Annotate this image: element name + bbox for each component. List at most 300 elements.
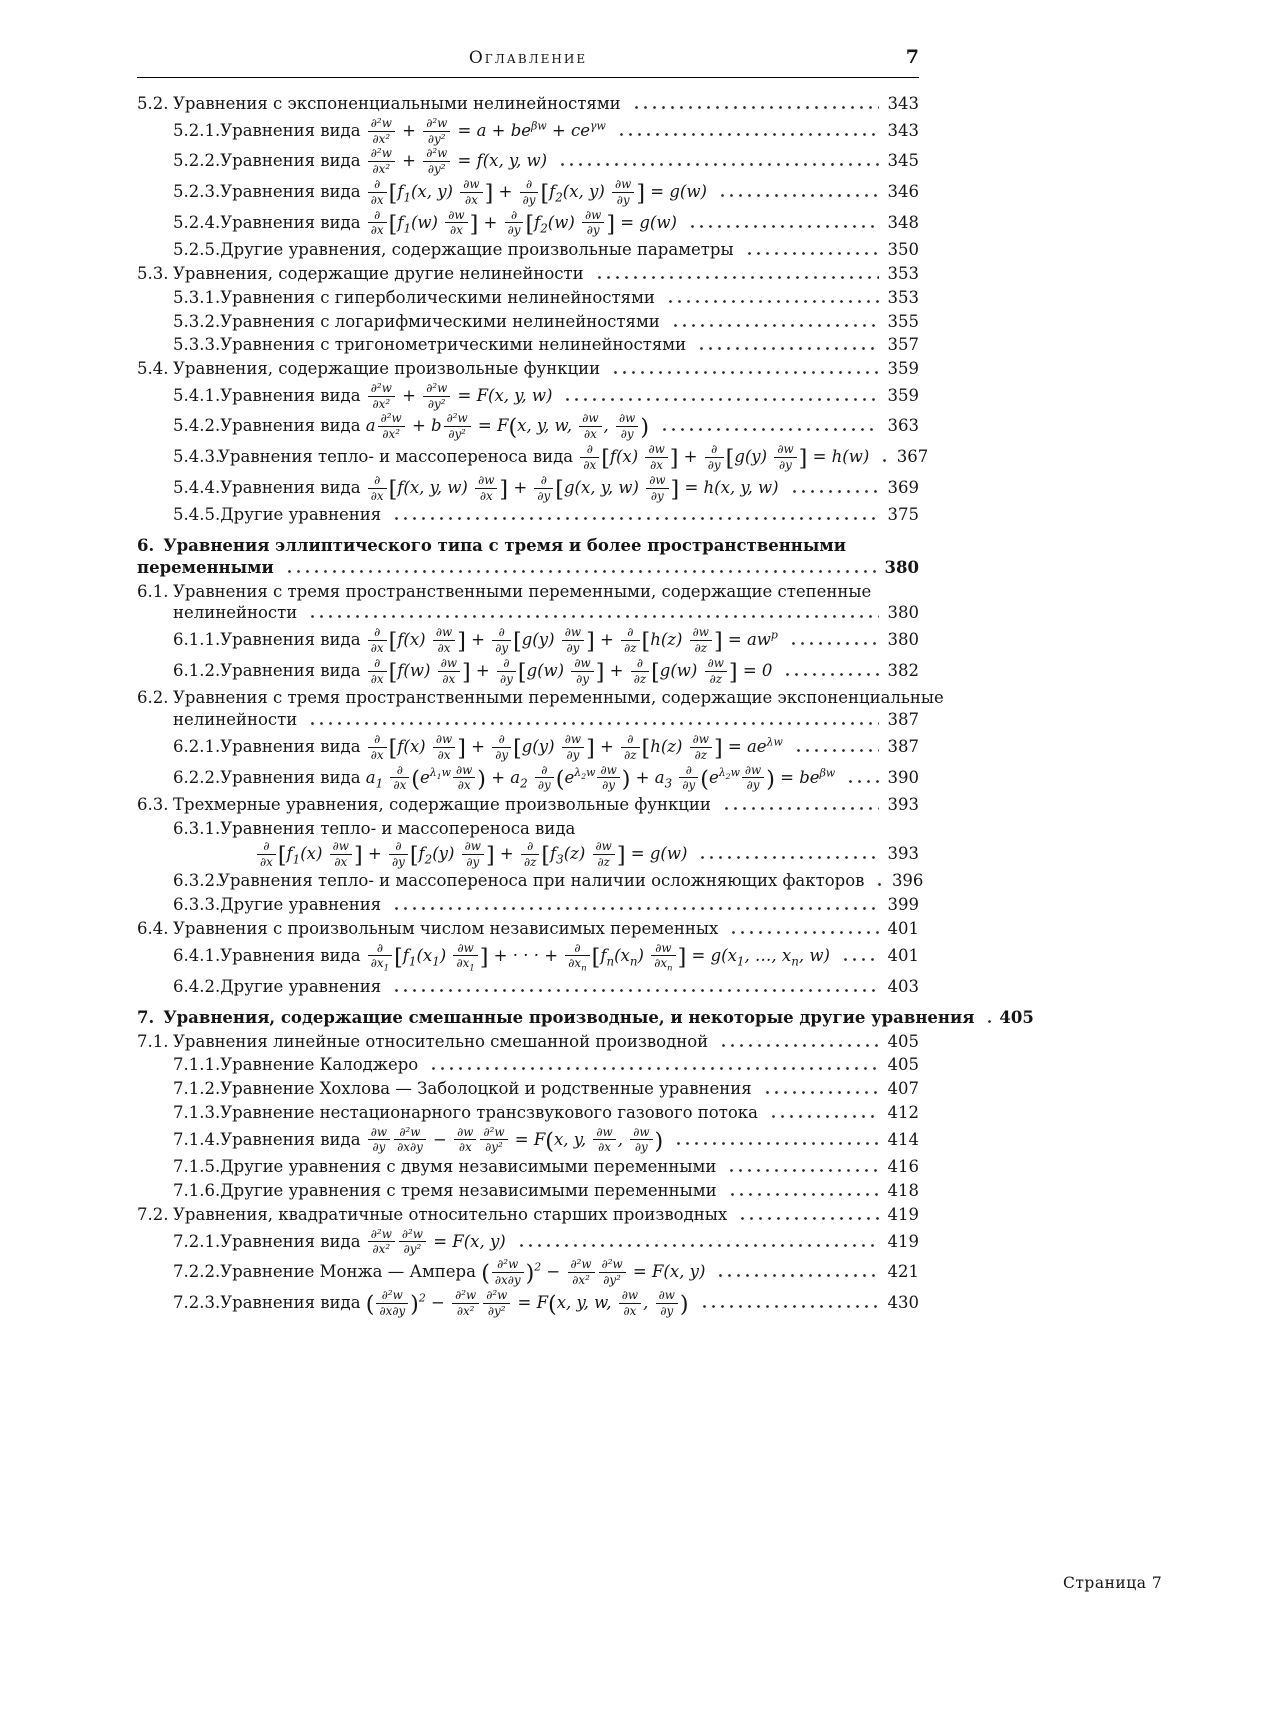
- entry-page-number: 419: [887, 1204, 919, 1224]
- toc-entry: [137, 894, 919, 916]
- formula-fraction: $\frac{\partial}{\partial x_1}$: [368, 942, 392, 974]
- entry-title: [220, 178, 707, 207]
- entry-title: [220, 1228, 505, 1257]
- entry-page-number: 393: [887, 795, 919, 815]
- formula-fraction: $\frac{\text{∂²w}}{\partial x\partial y}$: [492, 1258, 524, 1287]
- entry-text: λ2w: [574, 766, 596, 782]
- entry-text: ]: [484, 180, 494, 207]
- entry-page-number: 387: [887, 736, 919, 756]
- formula-fraction: $\frac{\partial}{\partial z}$: [621, 733, 639, 762]
- entry-text: + · · · +: [488, 945, 564, 965]
- toc-entry: [137, 1031, 919, 1053]
- formula-fraction: $\frac{\partial w}{\partial y}$: [368, 1126, 390, 1155]
- entry-text: [: [388, 659, 398, 686]
- entry-page-number: 421: [887, 1262, 919, 1282]
- entry-page-number: 380: [887, 630, 919, 650]
- entry-page-number: 403: [887, 977, 919, 997]
- toc-entry: [137, 239, 919, 261]
- formula-fraction: $\frac{\partial}{\partial x}$: [390, 764, 409, 793]
- formula-fraction: $\frac{\partial w}{\partial x_n}$: [651, 942, 675, 974]
- entry-text: Уравнения с тригонометрическими нелинейностями: [220, 335, 687, 355]
- entry-text: [: [641, 628, 651, 655]
- dot-leader: [717, 1044, 879, 1047]
- entry-number: 5.4.4.: [173, 477, 221, 497]
- entry-page-number: 390: [887, 767, 919, 787]
- page-footer-label: Страница 7: [1063, 1574, 1163, 1592]
- entry-text: +: [604, 660, 629, 680]
- entry-title: [220, 1078, 751, 1100]
- dot-leader: [696, 856, 879, 859]
- entry-text: f(x): [397, 630, 431, 650]
- entry-text: [: [388, 476, 398, 502]
- formula-fraction: $\frac{\partial w}{\partial x}$: [433, 733, 455, 762]
- dot-leader: [515, 1244, 879, 1247]
- entry-text: −: [427, 1129, 453, 1149]
- toc-entry: [137, 358, 919, 380]
- formula-fraction: $\frac{\partial w}{\partial y}$: [612, 178, 634, 207]
- entry-title: [220, 382, 552, 411]
- entry-text: [: [517, 659, 527, 686]
- toc-entry: [137, 1156, 919, 1178]
- formula-fraction: $\frac{\partial}{\partial x}$: [257, 840, 276, 869]
- entry-text: ]: [728, 659, 738, 686]
- formula-fraction: $\frac{\partial w}{\partial y}$: [582, 209, 604, 238]
- entry-number: 7.: [137, 1007, 155, 1027]
- dot-leader: [720, 807, 879, 810]
- entry-text: = F(x, y): [627, 1262, 706, 1282]
- toc-entry: [137, 442, 929, 472]
- formula-fraction: $\frac{\partial}{\partial y}$: [389, 840, 408, 869]
- entry-text: λ2w: [718, 766, 740, 782]
- entry-page-number: 405: [999, 1007, 1034, 1027]
- entry-text: Уравнения тепло- и массопереноса при наличии осложняющих факторов: [218, 871, 865, 891]
- entry-text: $f_2(y)$: [418, 843, 460, 866]
- formula-fraction: $\frac{\partial w}{\partial y}$: [462, 840, 484, 869]
- entry-text: g(y): [734, 447, 773, 467]
- entry-number: 7.1.4.: [173, 1129, 221, 1149]
- entry-text: Уравнения вида: [220, 1231, 366, 1251]
- toc-entry-line: [137, 239, 919, 261]
- entry-page-number: 348: [887, 212, 919, 232]
- toc-entry-line: [137, 358, 919, 380]
- entry-text: +: [396, 385, 422, 405]
- entry-text: ]: [499, 476, 509, 502]
- entry-number: 6.: [137, 536, 155, 556]
- toc-entry: [137, 1258, 919, 1287]
- entry-text: ]: [713, 735, 723, 762]
- dot-leader: [658, 428, 879, 431]
- entry-text: = aw: [722, 630, 771, 650]
- entry-text: [: [555, 476, 564, 502]
- entry-text: Уравнения, содержащие другие нелинейности: [173, 264, 584, 284]
- entry-title: [137, 557, 274, 579]
- entry-number: 7.1.: [137, 1031, 169, 1051]
- entry-text: Уравнения вида: [220, 385, 366, 405]
- entry-text: Уравнения тепло- и массопереноса вида: [220, 818, 576, 838]
- formula-fraction: $\frac{\partial w}{\partial y}$: [646, 474, 668, 503]
- entry-text: [: [725, 445, 735, 472]
- entry-page-number: 367: [896, 447, 929, 467]
- toc-entry: [137, 474, 919, 503]
- entry-text: +: [478, 212, 503, 232]
- entry-text: e: [564, 767, 575, 787]
- entry-text: ): [679, 1291, 689, 1318]
- entry-text: ]: [606, 210, 616, 237]
- formula-fraction: $\frac{\partial}{\partial x}$: [580, 443, 599, 472]
- entry-page-number: 359: [887, 359, 919, 379]
- entry-text: Уравнения вида: [220, 477, 366, 497]
- entry-page-number: 343: [887, 120, 919, 140]
- toc-entry-line: [137, 1102, 919, 1124]
- toc-entry: [137, 581, 919, 625]
- formula-fraction: $\frac{\text{∂²w}}{\text{∂y²}}$: [483, 1289, 510, 1318]
- entry-page-number: 396: [891, 871, 924, 891]
- formula-fraction: $\frac{\text{∂²w}}{\text{∂x²}}$: [368, 147, 395, 176]
- entry-number: 6.3.1.: [173, 818, 221, 838]
- entry-page-number: 401: [887, 945, 919, 965]
- entry-text: ]: [462, 659, 471, 686]
- entry-title: [220, 1156, 716, 1178]
- entry-title: [220, 147, 547, 176]
- toc-entry: [137, 209, 919, 238]
- toc-entry-line: [137, 794, 919, 816]
- entry-text: +: [508, 477, 533, 497]
- entry-text: [: [388, 210, 398, 237]
- entry-text: Уравнения вида: [220, 945, 366, 965]
- entry-page-number: 405: [887, 1055, 919, 1075]
- entry-title: [218, 443, 869, 472]
- toc-list: [137, 93, 1034, 1318]
- formula-fraction: $\frac{\text{∂²w}}{\text{∂x²}}$: [378, 412, 405, 441]
- entry-title: [220, 657, 772, 686]
- entry-number: 6.4.1.: [173, 945, 221, 965]
- entry-title: [220, 764, 835, 793]
- entry-text: Уравнение Хохлова — Заболоцкой и родственные уравнения: [220, 1079, 752, 1099]
- entry-text: ]: [457, 735, 466, 762]
- entry-text: +: [678, 447, 703, 467]
- formula-fraction: $\frac{\partial}{\partial x}$: [368, 657, 387, 686]
- entry-number: 7.2.3.: [173, 1292, 221, 1312]
- entry-text: Уравнения с тремя пространственными переменными, содержащие экспоненциальные: [173, 688, 944, 708]
- entry-text: [: [388, 628, 398, 655]
- dot-leader: [727, 931, 879, 934]
- entry-text: +: [493, 181, 518, 201]
- entry-text: ]: [457, 628, 466, 655]
- entry-number: 6.2.1.: [173, 736, 221, 756]
- entry-text: = f(x, y, w): [452, 151, 548, 171]
- entry-text: (: [555, 765, 565, 792]
- dot-leader: [983, 1020, 993, 1023]
- entry-title: [220, 412, 649, 441]
- toc-entry-line: [137, 894, 919, 916]
- formula-fraction: $\frac{\partial w}{\partial y}$: [562, 733, 584, 762]
- entry-text: = F(x, y): [427, 1231, 506, 1251]
- entry-text: e: [419, 767, 430, 787]
- toc-entry-line: [137, 1054, 919, 1076]
- dot-leader: [873, 883, 883, 886]
- entry-text: ]: [485, 842, 495, 869]
- formula-fraction: $\frac{\partial}{\partial y}$: [679, 764, 698, 793]
- toc-entry: [137, 764, 919, 793]
- entry-title: [173, 794, 711, 816]
- entry-text: = g(w): [615, 212, 677, 232]
- entry-page-number: 353: [887, 287, 919, 307]
- entry-text: ]: [798, 445, 808, 472]
- entry-page-number: 430: [887, 1292, 919, 1312]
- entry-text: g(x, y, w): [563, 477, 645, 497]
- dot-leader: [695, 347, 879, 350]
- entry-title: [220, 733, 783, 762]
- entry-text: g(y): [521, 630, 560, 650]
- formula-fraction: $\frac{\partial w}{\partial x}$: [579, 412, 601, 441]
- dot-leader: [726, 1193, 879, 1196]
- toc-entry: [137, 535, 919, 579]
- dot-leader: [787, 642, 879, 645]
- formula-fraction: $\frac{\partial w}{\partial x}$: [454, 1126, 476, 1155]
- entry-title: [173, 1031, 708, 1053]
- dot-leader: [767, 1115, 879, 1118]
- toc-entry-line: [137, 117, 919, 146]
- formula-fraction: $\frac{\partial w}{\partial z}$: [705, 657, 727, 686]
- dot-leader: [788, 490, 879, 493]
- entry-page-number: 359: [887, 385, 919, 405]
- formula-fraction: $\frac{\partial}{\partial z}$: [621, 626, 639, 655]
- toc-entry-line: [137, 687, 944, 709]
- entry-text: f(x): [397, 736, 431, 756]
- toc-entry-line: [137, 287, 919, 309]
- entry-text: g(w): [659, 660, 703, 680]
- formula-fraction: $\frac{\partial w}{\partial x}$: [593, 1126, 615, 1155]
- formula-fraction: $\frac{\partial w}{\partial y}$: [774, 443, 796, 472]
- entry-page-number: 355: [887, 311, 919, 331]
- formula-fraction: $\frac{\text{∂²w}}{\text{∂y²}}$: [480, 1126, 507, 1155]
- formula-fraction: $\frac{\partial}{\partial y}$: [492, 626, 511, 655]
- formula-fraction: $\frac{\partial}{\partial y}$: [492, 733, 511, 762]
- entry-text: ): [640, 414, 650, 441]
- toc-entry: [137, 1007, 1034, 1029]
- entry-text: (: [508, 414, 518, 441]
- formula-fraction: $\frac{\partial}{\partial x}$: [368, 626, 387, 655]
- entry-text: h(z): [650, 736, 688, 756]
- entry-title: [220, 209, 677, 238]
- entry-title: [173, 581, 871, 603]
- entry-text: 2: [418, 1291, 426, 1305]
- formula-fraction: $\frac{\partial w}{\partial y}$: [597, 764, 619, 793]
- formula-fraction: $\frac{\partial}{\partial x}$: [368, 209, 387, 238]
- entry-text: ]: [677, 943, 687, 970]
- entry-page-number: 419: [887, 1231, 919, 1251]
- entry-text: Другие уравнения: [220, 895, 382, 915]
- toc-entry-line: [137, 382, 919, 411]
- dot-leader: [669, 324, 879, 327]
- entry-text: = F: [472, 416, 509, 436]
- entry-text: ]: [479, 943, 489, 970]
- toc-entry-line: [137, 976, 919, 998]
- entry-text: +: [470, 660, 496, 680]
- entry-text: [: [513, 735, 522, 762]
- toc-entry: [137, 794, 919, 816]
- entry-page-number: 393: [887, 843, 919, 863]
- entry-text: a: [365, 416, 376, 436]
- formula-fraction: $\frac{\text{∂²w}}{\text{∂x²}}$: [368, 117, 395, 146]
- dot-leader: [390, 989, 879, 992]
- entry-text: Уравнения с экспоненциальными нелинейностями: [173, 94, 621, 113]
- entry-title: [220, 1289, 688, 1318]
- toc-entry-line: [137, 818, 919, 840]
- dot-leader: [306, 615, 879, 618]
- entry-text: Уравнения вида: [220, 1292, 366, 1312]
- dot-leader: [792, 749, 879, 752]
- formula-fraction: $\frac{\text{∂²w}}{\text{∂y²}}$: [444, 412, 471, 441]
- entry-text: = F: [512, 1292, 549, 1312]
- entry-text: Уравнение Монжа — Ампера: [220, 1262, 482, 1282]
- entry-text: Уравнения, содержащие смешанные производные, и некоторые другие уравнения: [163, 1007, 975, 1027]
- entry-text: ,: [643, 1292, 654, 1312]
- entry-text: (: [545, 1127, 554, 1154]
- entry-title: [173, 709, 297, 731]
- entry-number: 7.1.1.: [173, 1055, 221, 1075]
- entry-title: [220, 311, 660, 333]
- entry-text: = h(x, y, w): [679, 477, 779, 497]
- entry-title: [173, 602, 297, 624]
- entry-text: = 0: [737, 660, 773, 680]
- entry-text: Трехмерные уравнения, содержащие произвольные функции: [173, 795, 711, 815]
- entry-title: [220, 942, 830, 974]
- entry-text: g(y): [521, 736, 560, 756]
- entry-text: g(w): [526, 660, 570, 680]
- dot-leader: [390, 907, 879, 910]
- entry-text: Уравнение нестационарного трансзвукового газового потока: [220, 1102, 758, 1122]
- entry-text: Другие уравнения с двумя независимыми переменными: [220, 1157, 717, 1177]
- entry-title: [220, 818, 575, 840]
- toc-entry: [137, 412, 919, 441]
- entry-number: 6.1.1.: [173, 630, 221, 650]
- entry-text: (: [700, 765, 709, 792]
- formula-fraction: $\frac{\partial}{\partial y}$: [535, 764, 554, 793]
- dot-leader: [664, 300, 879, 303]
- formula-fraction: $\frac{\partial w}{\partial x}$: [460, 178, 482, 207]
- entry-page-number: 416: [887, 1157, 919, 1177]
- entry-text: [: [513, 628, 522, 655]
- entry-text: Уравнения вида: [220, 630, 366, 650]
- entry-number: 7.2.1.: [173, 1231, 221, 1251]
- toc-entry: [137, 1204, 919, 1226]
- toc-entry: [137, 334, 919, 356]
- entry-page-number: 405: [887, 1031, 919, 1051]
- entry-text: $f_1(w)$: [397, 212, 444, 235]
- toc-entry-line: [137, 581, 919, 603]
- entry-text: + $a_3$: [630, 767, 673, 790]
- dot-leader: [743, 252, 879, 255]
- entry-title: [255, 840, 687, 869]
- entry-number: 6.2.: [137, 688, 169, 708]
- entry-text: Уравнения вида: [220, 767, 366, 787]
- entry-title: [220, 117, 606, 146]
- toc-entry: [137, 147, 919, 176]
- entry-text: −: [541, 1262, 566, 1282]
- entry-text: x, y,: [553, 1129, 592, 1149]
- formula-fraction: $\frac{\partial w}{\partial x}$: [619, 1289, 641, 1318]
- entry-title: [220, 1258, 705, 1287]
- toc-entry: [137, 1102, 919, 1124]
- entry-title: [220, 626, 778, 655]
- formula-fraction: $\frac{\partial w}{\partial y}$: [742, 764, 764, 793]
- entry-text: βw: [819, 766, 836, 780]
- entry-number: 7.2.2.: [173, 1262, 221, 1282]
- entry-text: Уравнения вида: [220, 120, 366, 140]
- toc-entry-line: [137, 626, 919, 655]
- entry-title: [220, 1102, 758, 1124]
- formula-fraction: $\frac{\text{∂²w}}{\text{∂y²}}$: [423, 117, 450, 146]
- entry-text: [: [277, 842, 287, 869]
- entry-title: [220, 1180, 716, 1202]
- entry-number: 5.3.3.: [173, 335, 221, 355]
- entry-text: + ce: [546, 120, 591, 140]
- entry-number: 5.4.3.: [173, 447, 221, 467]
- page-header: [137, 46, 919, 78]
- toc-entry: [137, 733, 919, 762]
- entry-number: 6.4.2.: [173, 977, 221, 997]
- entry-page-number: 350: [887, 240, 919, 260]
- formula-fraction: $\frac{\partial w}{\partial y}$: [630, 1126, 652, 1155]
- entry-title: [220, 1054, 418, 1076]
- formula-fraction: $\frac{\partial}{\partial x}$: [368, 474, 387, 503]
- entry-text: ]: [670, 476, 680, 502]
- entry-text: $a_1$: [365, 767, 384, 790]
- entry-text: +: [362, 843, 387, 863]
- entry-text: = $g(x_1$, …, $x_n$, w): [686, 945, 830, 968]
- toc-entry-line: [137, 557, 919, 579]
- formula-fraction: $\frac{\partial}{\partial y}$: [534, 474, 553, 503]
- formula-fraction: $\frac{\partial w}{\partial y}$: [616, 412, 638, 441]
- toc-entry-line: [137, 93, 919, 115]
- entry-number: 6.1.: [137, 581, 169, 601]
- entry-title: [220, 1126, 663, 1155]
- entry-title: [173, 93, 621, 115]
- entry-title: [173, 918, 718, 940]
- toc-entry-line: [137, 412, 919, 441]
- entry-page-number: 363: [887, 416, 919, 436]
- toc-entry-line: [137, 1007, 1034, 1029]
- entry-text: нелинейности: [173, 603, 298, 623]
- toc-entry: [137, 1054, 919, 1076]
- entry-page-number: 345: [887, 151, 919, 171]
- toc-entry-line: [137, 602, 919, 624]
- entry-text: ): [525, 1260, 535, 1287]
- entry-page-number: 353: [887, 264, 919, 284]
- header-page-number: 7: [905, 46, 919, 68]
- formula-fraction: $\frac{\partial}{\partial x_n}$: [565, 942, 589, 974]
- formula-fraction: $\frac{\text{∂²w}}{\text{∂x²}}$: [368, 382, 395, 411]
- entry-text: Другие уравнения, содержащие произвольные параметры: [220, 240, 734, 260]
- toc-entry-line: [137, 870, 924, 892]
- entry-text: = g(w): [625, 843, 688, 863]
- entry-number: 6.3.2.: [173, 871, 221, 891]
- formula-fraction: $\frac{\partial}{\partial y}$: [520, 178, 539, 207]
- entry-text: = be: [774, 767, 820, 787]
- toc-entry: [137, 117, 919, 146]
- dot-leader: [630, 106, 879, 109]
- formula-fraction: $\frac{\text{∂²w}}{\partial x\partial y}$: [394, 1126, 426, 1155]
- formula-fraction: $\frac{\partial w}{\partial z}$: [690, 626, 712, 655]
- entry-number: 7.1.6.: [173, 1181, 221, 1201]
- toc-entry-line: [137, 733, 919, 762]
- toc-entry: [137, 626, 919, 655]
- toc-entry-line: [137, 1031, 919, 1053]
- toc-entry: [137, 311, 919, 333]
- entry-text: ): [477, 765, 486, 792]
- entry-number: 6.3.3.: [173, 895, 221, 915]
